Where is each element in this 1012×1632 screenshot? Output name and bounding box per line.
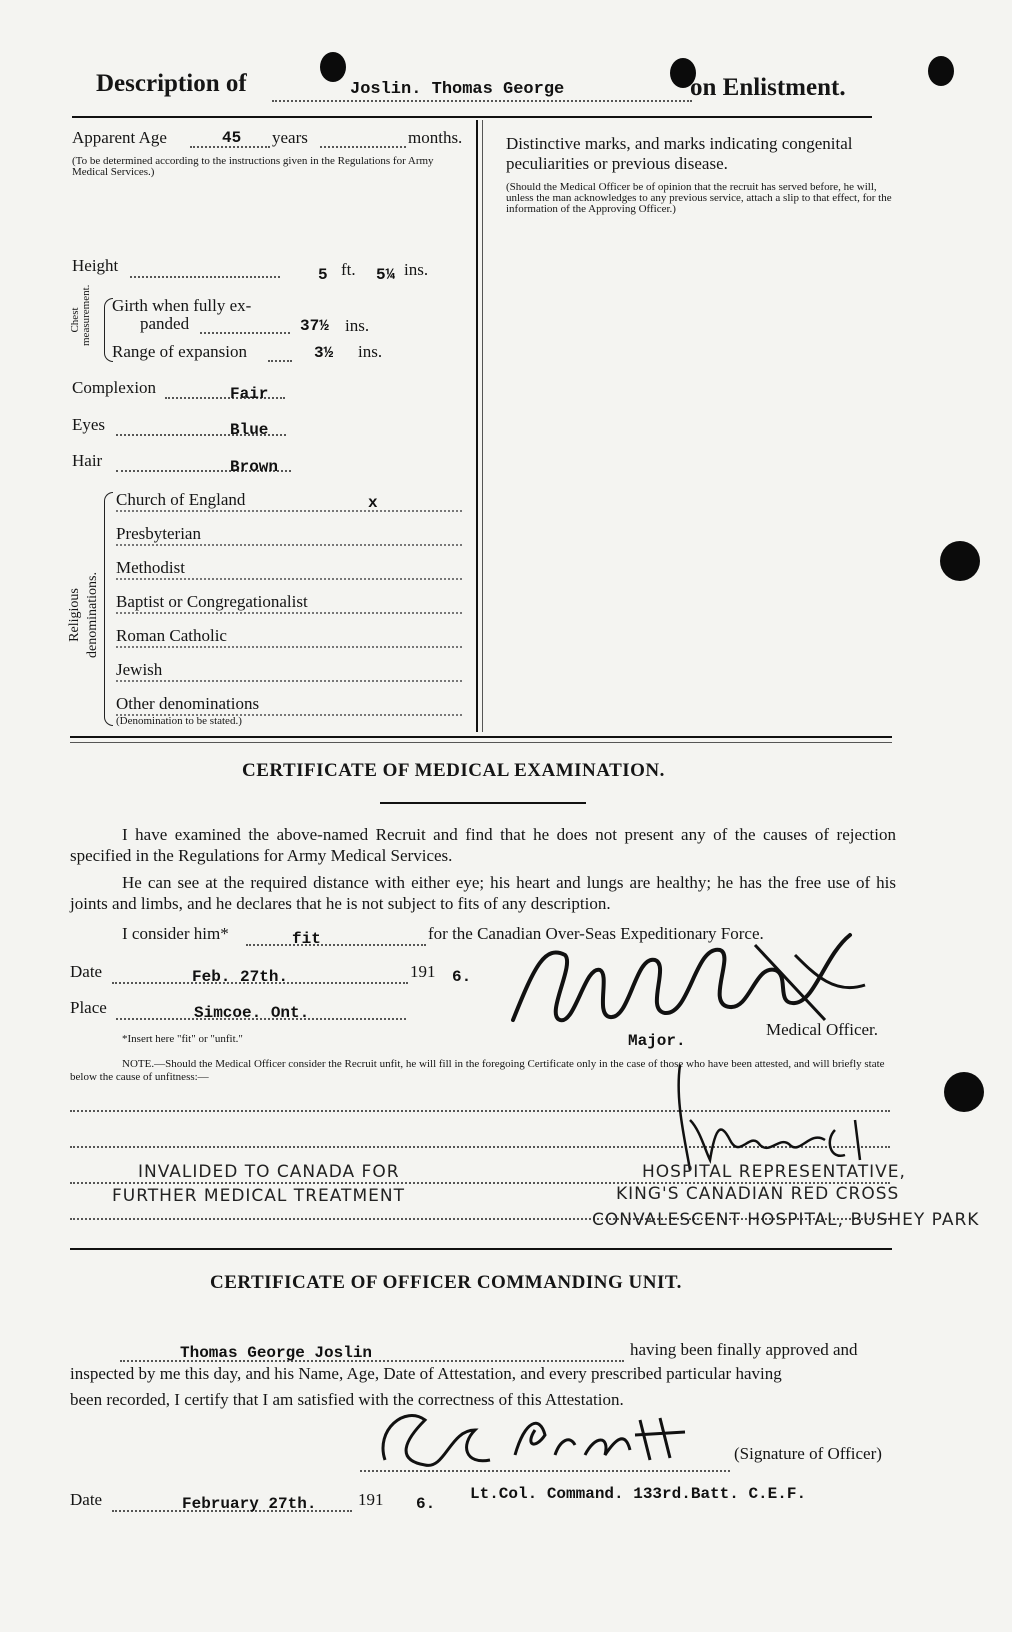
age-note: (To be determined according to the instructions given in the Regulations for Army Medical Services.) bbox=[72, 155, 434, 178]
commanding-officer-signature bbox=[365, 1400, 705, 1480]
denomination-label: Methodist bbox=[116, 558, 185, 577]
commanding-title: CERTIFICATE OF OFFICER COMMANDING UNIT. bbox=[210, 1272, 682, 1293]
hair-label: Hair bbox=[72, 451, 103, 470]
commanding-line-3: been recorded, I certify that I am satisfied with the correctness of this Attestation. bbox=[70, 1390, 624, 1409]
place-label: Place bbox=[70, 998, 107, 1017]
commanding-date-label: Date bbox=[70, 1490, 103, 1509]
denomination-label: Baptist or Congregationalist bbox=[116, 592, 308, 611]
distinctive-marks-note: (Should the Medical Officer be of opinion that the recruit has served before, he will, unless the man acknowledges to any previous service, attach a slip to that effect, for the information of the Approving Officer.) bbox=[506, 181, 892, 215]
girth-value: 37½ bbox=[300, 317, 329, 335]
medical-title: CERTIFICATE OF MEDICAL EXAMINATION. bbox=[242, 760, 665, 781]
girth-line bbox=[200, 332, 290, 334]
range-line bbox=[268, 360, 292, 362]
medical-year-suffix: 6. bbox=[452, 968, 472, 986]
denomination-line bbox=[116, 544, 462, 546]
header-name-line bbox=[272, 100, 692, 102]
months-label: months. bbox=[408, 128, 463, 147]
range-unit: ins. bbox=[358, 342, 383, 361]
height-in-value: 5¼ bbox=[376, 266, 396, 284]
commanding-name-value: Thomas George Joslin bbox=[180, 1344, 373, 1362]
girth-label-2: panded bbox=[140, 314, 190, 333]
place-value: Simcoe. Ont. bbox=[194, 1004, 310, 1022]
hair-value: Brown bbox=[230, 458, 279, 476]
signature-line bbox=[360, 1470, 730, 1472]
column-divider-inner bbox=[482, 120, 483, 732]
insert-note: *Insert here "fit" or "unfit." bbox=[122, 1033, 243, 1045]
consider-label: I consider him* bbox=[122, 924, 229, 943]
medical-officer-signature bbox=[505, 925, 875, 1035]
denomination-label: Presbyterian bbox=[116, 524, 201, 543]
punch-hole bbox=[320, 52, 346, 82]
medical-officer-label: Medical Officer. bbox=[766, 1020, 879, 1039]
medical-date-value: Feb. 27th. bbox=[192, 968, 289, 986]
eyes-value: Blue bbox=[230, 421, 269, 439]
signature-label: (Signature of Officer) bbox=[734, 1444, 882, 1463]
invalided-stamp-line-2: FURTHER MEDICAL TREATMENT bbox=[112, 1186, 405, 1206]
medical-title-rule bbox=[380, 802, 586, 804]
header-name: Joslin. Thomas George bbox=[350, 80, 565, 99]
punch-hole bbox=[940, 541, 980, 581]
medical-para-2: He can see at the required distance with either eye; his heart and lungs are healthy; he has the free use of his joints and limbs, and he declares that he is not subject to fits of any description. bbox=[70, 873, 896, 913]
ins-label: ins. bbox=[404, 260, 429, 279]
commanding-line-2: inspected by me this day, and his Name, Age, Date of Attestation, and every prescribed particular having bbox=[70, 1364, 782, 1383]
hospital-stamp-line-2: KING'S CANADIAN RED CROSS bbox=[616, 1184, 900, 1204]
fit-line bbox=[246, 944, 426, 946]
hospital-stamp-line-3: CONVALESCENT HOSPITAL, BUSHEY PARK bbox=[592, 1210, 980, 1230]
denomination-label: Roman Catholic bbox=[116, 626, 227, 645]
religion-label: Religious denominations. bbox=[67, 572, 100, 658]
punch-hole bbox=[928, 56, 954, 86]
complexion-value: Fair bbox=[230, 385, 269, 403]
invalided-stamp-line-1: INVALIDED TO CANADA FOR bbox=[138, 1162, 400, 1182]
header-prefix: Description of bbox=[96, 70, 247, 97]
chest-label: Chest measurement. bbox=[69, 284, 92, 346]
medical-date-label: Date bbox=[70, 962, 103, 981]
hospital-stamp-line-1: HOSPITAL REPRESENTATIVE, bbox=[642, 1162, 906, 1182]
ft-label: ft. bbox=[341, 260, 356, 279]
medical-year-prefix: 191 bbox=[410, 962, 436, 981]
years-label: years bbox=[272, 128, 308, 147]
denomination-line bbox=[116, 680, 462, 682]
other-denomination-note: (Denomination to be stated.) bbox=[116, 715, 242, 727]
denomination-label: Church of England bbox=[116, 490, 246, 509]
unfit-note: NOTE.—Should the Medical Officer consider the Recruit unfit, he will fill in the foregoing Certificate only in the case of those who have been attested, and will briefly state below the cause of unfitness:— bbox=[70, 1058, 885, 1083]
medical-rank: Major. bbox=[628, 1032, 686, 1050]
denomination-line bbox=[116, 510, 462, 512]
medical-para-1: I have examined the above-named Recruit and find that he does not present any of the causes of rejection specified in the Regulations for Army Medical Services. bbox=[70, 825, 896, 865]
complexion-label: Complexion bbox=[72, 378, 157, 397]
commanding-rule bbox=[70, 1248, 892, 1250]
height-line bbox=[130, 276, 280, 278]
denomination-line bbox=[116, 646, 462, 648]
fit-value: fit bbox=[292, 930, 321, 948]
header-rule bbox=[72, 116, 872, 118]
distinctive-marks-label: Distinctive marks, and marks indicating congenital peculiarities or previous disease. bbox=[506, 134, 853, 173]
age-value: 45 bbox=[222, 129, 242, 147]
commanding-unit-value: Lt.Col. Command. 133rd.Batt. C.E.F. bbox=[470, 1485, 807, 1503]
commanding-year-prefix: 191 bbox=[358, 1490, 384, 1509]
commanding-line-1: having been finally approved and bbox=[630, 1340, 858, 1359]
girth-label-1: Girth when fully ex- bbox=[112, 296, 252, 315]
denomination-line bbox=[116, 578, 462, 580]
force-label: for the Canadian Over-Seas Expeditionary Force. bbox=[428, 924, 764, 943]
height-label: Height bbox=[72, 256, 119, 275]
section-rule bbox=[70, 736, 892, 738]
column-divider bbox=[476, 120, 478, 732]
months-line bbox=[320, 146, 406, 148]
commanding-year-suffix: 6. bbox=[416, 1495, 436, 1513]
commanding-date-value: February 27th. bbox=[182, 1495, 317, 1513]
range-label: Range of expansion bbox=[112, 342, 248, 361]
apparent-age-label: Apparent Age bbox=[72, 128, 167, 147]
religion-brace bbox=[104, 492, 113, 726]
denomination-line bbox=[116, 612, 462, 614]
height-ft-value: 5 bbox=[318, 266, 328, 284]
section-rule-inner bbox=[70, 742, 892, 743]
denomination-label: Jewish bbox=[116, 660, 163, 679]
header-suffix: on Enlistment. bbox=[690, 74, 846, 101]
range-value: 3½ bbox=[314, 344, 334, 362]
girth-unit: ins. bbox=[345, 316, 370, 335]
eyes-label: Eyes bbox=[72, 415, 106, 434]
denomination-mark: x bbox=[368, 494, 378, 512]
punch-hole bbox=[944, 1072, 984, 1112]
denomination-label: Other denominations bbox=[116, 694, 260, 713]
